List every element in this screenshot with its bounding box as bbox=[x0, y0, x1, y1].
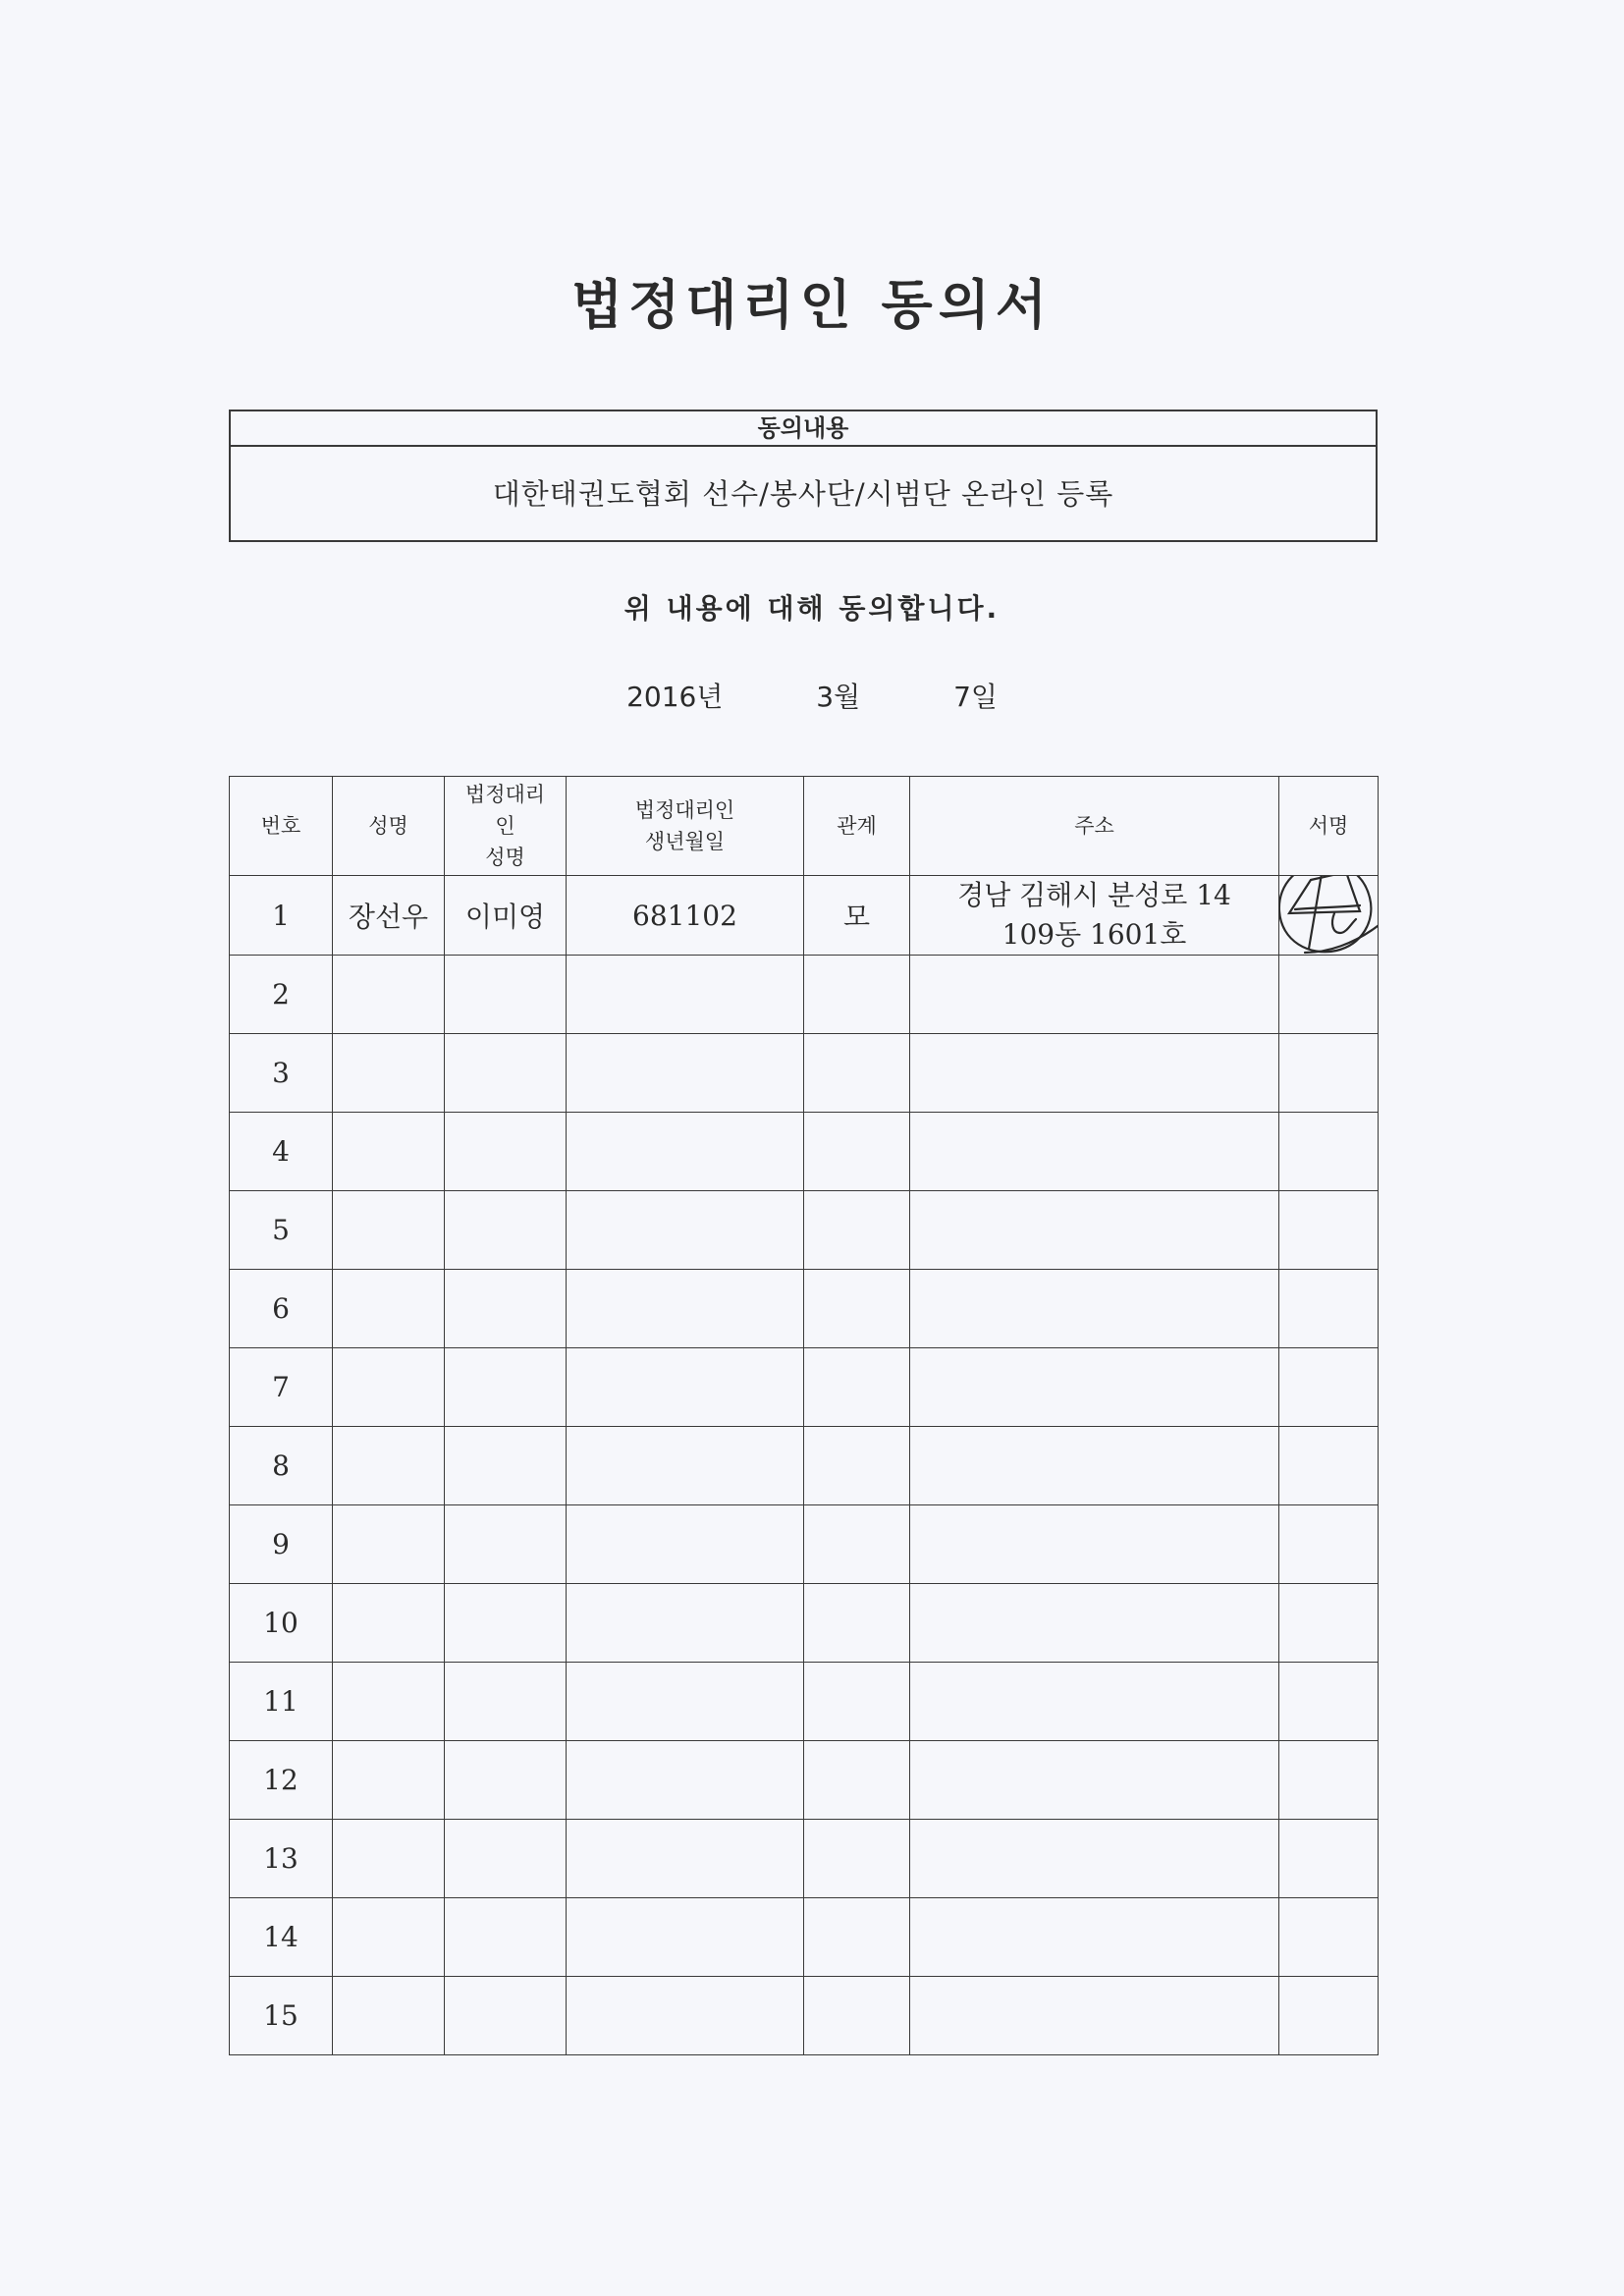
cell-rep-birth bbox=[567, 1191, 804, 1270]
signature-stroke bbox=[1332, 913, 1356, 933]
cell-address bbox=[910, 1427, 1279, 1505]
cell-relation bbox=[804, 1034, 910, 1113]
cell-no: 4 bbox=[230, 1113, 333, 1191]
cell-no: 2 bbox=[230, 956, 333, 1034]
cell-relation bbox=[804, 956, 910, 1034]
cell-address bbox=[910, 1820, 1279, 1898]
table-row bbox=[230, 1820, 1379, 1898]
cell-name bbox=[333, 1820, 445, 1898]
cell-signature bbox=[1279, 1348, 1379, 1427]
cell-relation bbox=[804, 1977, 910, 2055]
cell-address bbox=[910, 1898, 1279, 1977]
cell-address bbox=[910, 1977, 1279, 2055]
cell-signature bbox=[1279, 1270, 1379, 1348]
cell-rep-name: 이미영 bbox=[445, 876, 567, 956]
page-title: 법정대리인 동의서 bbox=[570, 274, 1054, 336]
cell-address bbox=[910, 1113, 1279, 1191]
handwritten-signature-icon bbox=[1279, 876, 1379, 956]
cell-signature bbox=[1279, 1505, 1379, 1584]
cell-address bbox=[910, 876, 1279, 956]
date-day: 7일 bbox=[953, 681, 998, 713]
consent-header: 동의내용 bbox=[231, 411, 1376, 447]
cell-name bbox=[333, 1505, 445, 1584]
address-line2: 109동 1601호 bbox=[1001, 918, 1187, 951]
cell-name bbox=[333, 1663, 445, 1741]
cell-rep-name bbox=[445, 1427, 567, 1505]
cell-rep-name bbox=[445, 1977, 567, 2055]
cell-relation bbox=[804, 1663, 910, 1741]
cell-relation bbox=[804, 1270, 910, 1348]
cell-rep-name bbox=[445, 1663, 567, 1741]
cell-address bbox=[910, 1270, 1279, 1348]
cell-relation: 모 bbox=[804, 876, 910, 956]
cell-name bbox=[333, 1741, 445, 1820]
cell-signature bbox=[1279, 1584, 1379, 1663]
cell-address bbox=[910, 1584, 1279, 1663]
cell-signature bbox=[1279, 1191, 1379, 1270]
cell-address bbox=[910, 1034, 1279, 1113]
cell-name bbox=[333, 1898, 445, 1977]
cell-rep-name bbox=[445, 1034, 567, 1113]
cell-address bbox=[910, 1663, 1279, 1741]
cell-signature bbox=[1279, 1741, 1379, 1820]
header-rep-name bbox=[445, 777, 567, 876]
cell-rep-name bbox=[445, 1898, 567, 1977]
cell-rep-birth bbox=[567, 1427, 804, 1505]
cell-name bbox=[333, 956, 445, 1034]
header-rep-birth-line2: 생년월일 bbox=[644, 830, 726, 853]
cell-signature bbox=[1279, 1663, 1379, 1741]
cell-relation bbox=[804, 1427, 910, 1505]
address-line1: 경남 김해시 분성로 14 bbox=[957, 879, 1231, 911]
cell-name bbox=[333, 1977, 445, 2055]
signing-date bbox=[0, 676, 1624, 715]
cell-rep-birth bbox=[567, 1113, 804, 1191]
cell-signature bbox=[1279, 1113, 1379, 1191]
cell-name bbox=[333, 1113, 445, 1191]
cell-relation bbox=[804, 1898, 910, 1977]
cell-no: 8 bbox=[230, 1427, 333, 1505]
table-row bbox=[230, 1741, 1379, 1820]
table-row bbox=[230, 1113, 1379, 1191]
table-row bbox=[230, 1663, 1379, 1741]
table-row bbox=[230, 1584, 1379, 1663]
cell-rep-name bbox=[445, 1505, 567, 1584]
cell-address bbox=[910, 1348, 1279, 1427]
cell-no: 12 bbox=[230, 1741, 333, 1820]
cell-name bbox=[333, 1034, 445, 1113]
cell-relation bbox=[804, 1113, 910, 1191]
header-rep-name-line2: 인 bbox=[495, 814, 515, 838]
cell-no: 10 bbox=[230, 1584, 333, 1663]
cell-rep-birth bbox=[567, 1505, 804, 1584]
cell-no: 13 bbox=[230, 1820, 333, 1898]
cell-rep-birth bbox=[567, 1270, 804, 1348]
cell-rep-birth bbox=[567, 1034, 804, 1113]
cell-rep-name bbox=[445, 1270, 567, 1348]
cell-address bbox=[910, 1741, 1279, 1820]
cell-relation bbox=[804, 1584, 910, 1663]
cell-rep-name bbox=[445, 1820, 567, 1898]
cell-relation bbox=[804, 1741, 910, 1820]
cell-rep-birth bbox=[567, 1820, 804, 1898]
header-address: 주소 bbox=[910, 777, 1279, 876]
cell-no: 11 bbox=[230, 1663, 333, 1741]
cell-no: 3 bbox=[230, 1034, 333, 1113]
table-row bbox=[230, 1191, 1379, 1270]
cell-name: 장선우 bbox=[333, 876, 445, 956]
cell-rep-name bbox=[445, 956, 567, 1034]
cell-rep-name bbox=[445, 1113, 567, 1191]
cell-rep-birth bbox=[567, 1898, 804, 1977]
cell-relation bbox=[804, 1348, 910, 1427]
cell-rep-birth: 681102 bbox=[567, 876, 804, 956]
cell-rep-name bbox=[445, 1348, 567, 1427]
cell-signature bbox=[1279, 1820, 1379, 1898]
cell-signature bbox=[1279, 1427, 1379, 1505]
cell-signature bbox=[1279, 1898, 1379, 1977]
cell-rep-name bbox=[445, 1741, 567, 1820]
cell-address bbox=[910, 956, 1279, 1034]
date-year: 2016년 bbox=[626, 681, 724, 713]
table-row bbox=[230, 1270, 1379, 1348]
cell-rep-birth bbox=[567, 1977, 804, 2055]
cell-no: 5 bbox=[230, 1191, 333, 1270]
cell-rep-birth bbox=[567, 1663, 804, 1741]
cell-rep-name bbox=[445, 1191, 567, 1270]
table-row bbox=[230, 1034, 1379, 1113]
cell-no: 7 bbox=[230, 1348, 333, 1427]
cell-no: 6 bbox=[230, 1270, 333, 1348]
cell-signature bbox=[1279, 876, 1379, 956]
consent-content-box bbox=[229, 410, 1378, 542]
legal-representative-table bbox=[229, 776, 1379, 2055]
cell-signature bbox=[1279, 1977, 1379, 2055]
consent-text: 대한태권도협회 선수/봉사단/시범단 온라인 등록 bbox=[492, 477, 1114, 511]
cell-relation bbox=[804, 1820, 910, 1898]
table-row bbox=[230, 876, 1379, 956]
header-no: 번호 bbox=[230, 777, 333, 876]
cell-rep-name bbox=[445, 1584, 567, 1663]
cell-no: 9 bbox=[230, 1505, 333, 1584]
cell-rep-birth bbox=[567, 956, 804, 1034]
cell-signature bbox=[1279, 956, 1379, 1034]
cell-name bbox=[333, 1270, 445, 1348]
signature-stroke bbox=[1295, 905, 1360, 909]
cell-signature bbox=[1279, 1034, 1379, 1113]
header-rep-birth bbox=[567, 777, 804, 876]
cell-no: 1 bbox=[230, 876, 333, 956]
cell-rep-birth bbox=[567, 1584, 804, 1663]
cell-name bbox=[333, 1584, 445, 1663]
header-relation: 관계 bbox=[804, 777, 910, 876]
cell-name bbox=[333, 1348, 445, 1427]
table-row bbox=[230, 1977, 1379, 2055]
agreement-statement: 위 내용에 대해 동의합니다. bbox=[623, 592, 1001, 625]
table-row bbox=[230, 956, 1379, 1034]
cell-no: 15 bbox=[230, 1977, 333, 2055]
cell-name bbox=[333, 1427, 445, 1505]
header-name: 성명 bbox=[333, 777, 445, 876]
header-rep-name-line1: 법정대리 bbox=[464, 783, 546, 806]
cell-relation bbox=[804, 1505, 910, 1584]
table-row bbox=[230, 1505, 1379, 1584]
date-month: 3월 bbox=[816, 681, 861, 713]
table-body bbox=[230, 876, 1379, 2055]
cell-rep-birth bbox=[567, 1348, 804, 1427]
cell-rep-birth bbox=[567, 1741, 804, 1820]
table-row bbox=[230, 1898, 1379, 1977]
cell-no: 14 bbox=[230, 1898, 333, 1977]
cell-address bbox=[910, 1191, 1279, 1270]
cell-relation bbox=[804, 1191, 910, 1270]
header-rep-name-line3: 성명 bbox=[485, 846, 525, 869]
cell-address bbox=[910, 1505, 1279, 1584]
cell-name bbox=[333, 1191, 445, 1270]
table-header-row bbox=[230, 777, 1379, 876]
table-row bbox=[230, 1427, 1379, 1505]
header-rep-birth-line1: 법정대리인 bbox=[634, 798, 735, 822]
table-row bbox=[230, 1348, 1379, 1427]
header-signature: 서명 bbox=[1279, 777, 1379, 876]
